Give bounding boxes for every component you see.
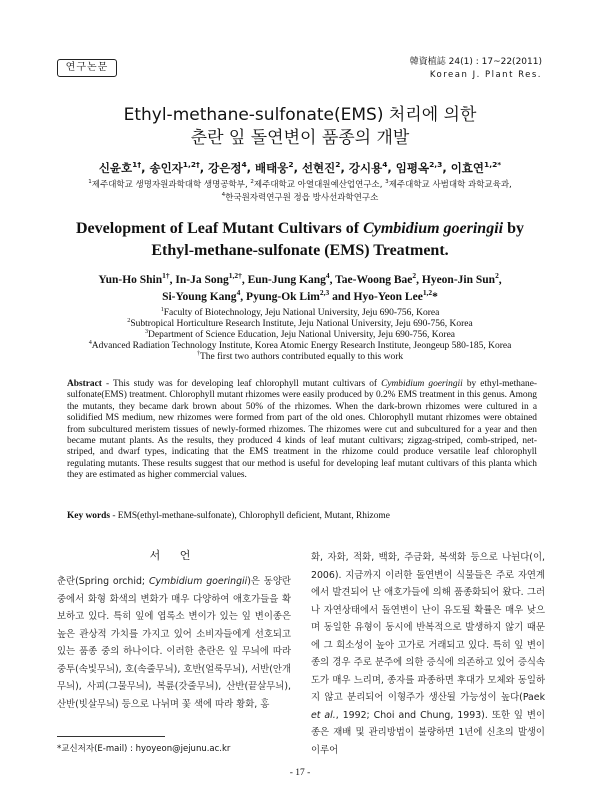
authors-en-line2: Si-Young Kang$^4$, Pyung-Ok Lim$^{2,3}$ and Hyo-Yeon Lee$^{1,2}$* xyxy=(162,288,438,303)
journal-citation-kr: 韓資植誌 24(1) : 17~22(2011) xyxy=(409,57,542,67)
corresponding-author-footnote: *교신저자(E-mail) : hyoyeon@jejunu.ac.kr xyxy=(57,744,231,754)
affiliation-en-4: $^4$Advanced Radiation Technology Institute, Korea Atomic Energy Research Institute, Jeongeup 580-185, Korea xyxy=(88,339,512,351)
affiliation-kr-line1: $^1$제주대학교 생명자원과학대학 생명공학부, $^2$제주대학교 아열대원예산업연구소, $^3$제주대학교 사범대학 과학교육과, xyxy=(88,179,512,190)
affiliation-en-2: $^2$Subtropical Horticulture Research Institute, Jeju National University, Jeju 690-756, Korea xyxy=(127,317,473,329)
affiliation-en-equal-contribution: †The first two authors contributed equally to this work xyxy=(196,350,404,362)
journal-citation xyxy=(410,56,542,82)
abstract-label: Abstract xyxy=(67,379,102,389)
affiliation-en-3: $^3$Department of Science Education, Jeju National University, Jeju 690-756, Korea xyxy=(144,328,456,340)
intro-column-right: 화, 자화, 적화, 백화, 주금화, 복색화 등으로 나뉜다(이, 2006). 지금까지 이러한 돌연변이 식물들은 주로 자연계에서 발견되어 난 애호가들에 의해 품종화되어 왔다. 그러나 자연상태에서 돌연변이 난이 유도될 확률은 매우 낮으며 동일한 유형이 동시에 반복적으로 발생하지 않기 때문에 그 희소성이 높아 고가로 거래되고 있다. 특히 잎 변이종의 경우 주로 분주에 의한 증식에 의존하고 있어 증식속도가 매우 느리며, 종자를 파종하면 후대가 모체와 동일하지 않고 분리되어 이형주가 생산될 가능성이 높다(Paek et al., 1992; Choi and Chung, 1993). 또한 잎 변이종은 재배 및 관리방법이 불량하면 1년에 신초의 발생이 이루어 xyxy=(311,552,545,756)
article-type-badge: 연구논문 xyxy=(57,59,117,77)
affiliation-kr-line2: $^4$한국원자력연구원 정읍 방사선과학연구소 xyxy=(221,192,379,203)
footnote-divider xyxy=(57,736,165,737)
authors-en-line1: Yun-Ho Shin$^{1\dagger}$, In-Ja Song$^{1,2\dagger}$, Eun-Jung Kang$^4$, Tae-Woong Bae$^2$, Hyeon-Jin Sun$^2$, xyxy=(98,271,502,286)
intro-column-left: 춘란(Spring orchid; Cymbidium goeringii)은 동양란 중에서 화형 화색의 변화가 매우 다양하여 애호가들을 확보하고 있다. 특히 잎에 엽록소 변이가 있는 잎 변이종은 높은 관상적 가치를 가지고 있어 소비자들에게 선호되고 있는 품종 중의 하나이다. 이러한 춘란은 잎 무늬에 따라 중투(속빛무늬), 호(속줄무늬), 호반(얼룩무늬), 서반(안개무늬), 사피(그물무늬), 복륜(갓줄무늬), 산반(끝살무늬), 산반(빗살무늬) 등으로 나뉘며 꽃 색에 따라 황화, 홍 xyxy=(57,576,291,710)
authors-kr: 신윤호$^{1\dagger}$, 송인자$^{1,2\dagger}$, 강은정$^4$, 배태웅$^2$, 선현진$^2$, 강시용$^4$, 임평옥$^{2,3}$, 이효연$^{1,2*}$ xyxy=(98,160,502,175)
page-number: - 17 - xyxy=(289,768,311,778)
abstract: Abstract - This study was for developing leaf chlorophyll mutant cultivars of Cymbidium goeringii by ethyl-methane-sulfonate(EMS) treatment. Chlorophyll mutant rhizomes were easily produced by 0.2% EMS treatment in this genus. Among the mutants, they became dark brown about 50% of the rhizomes. When the dark-brown rhizomes were cultured in a solidified MS medium, new rhizomes were formed from part of the old ones. Chlorophyll mutant rhizomes were obtained from subcultured meristem tissues of newly-formed rhizomes. The rhizomes were cut and subcultured for a year and then became mutant plants. As the results, they produced 4 kinds of leaf mutant cultivars; zigzag-striped, comb-striped, net-striped, and dwarf types, indicating that the EMS treatment in the rhizome could produce versatile leaf chlorophyll regulating mutants. These results suggest that our method is useful for developing leaf mutant cultivars of this planta which they are estimated as higher commercial values. xyxy=(67,379,537,481)
keywords: Key words - EMS(ethyl-methane-sulfonate), Chlorophyll deficient, Mutant, Rhizome xyxy=(67,511,390,521)
title-en-line2: Ethyl-methane-sulfonate (EMS) Treatment. xyxy=(151,242,449,259)
title-kr-line1: Ethyl-methane-sulfonate(EMS) 처리에 의한 xyxy=(123,105,477,125)
title-kr-line2: 춘란 잎 돌연변이 품종의 개발 xyxy=(190,128,410,148)
affiliation-en-1: $^1$Faculty of Biotechnology, Jeju National University, Jeju 690-756, Korea xyxy=(160,306,440,318)
title-en-line1: Development of Leaf Mutant Cultivars of Cymbidium goeringii by xyxy=(76,220,524,237)
section-heading-introduction: 서 언 xyxy=(149,549,199,562)
keywords-label: Key words xyxy=(67,511,110,521)
journal-citation-en: Korean J. Plant Res. xyxy=(429,70,542,80)
